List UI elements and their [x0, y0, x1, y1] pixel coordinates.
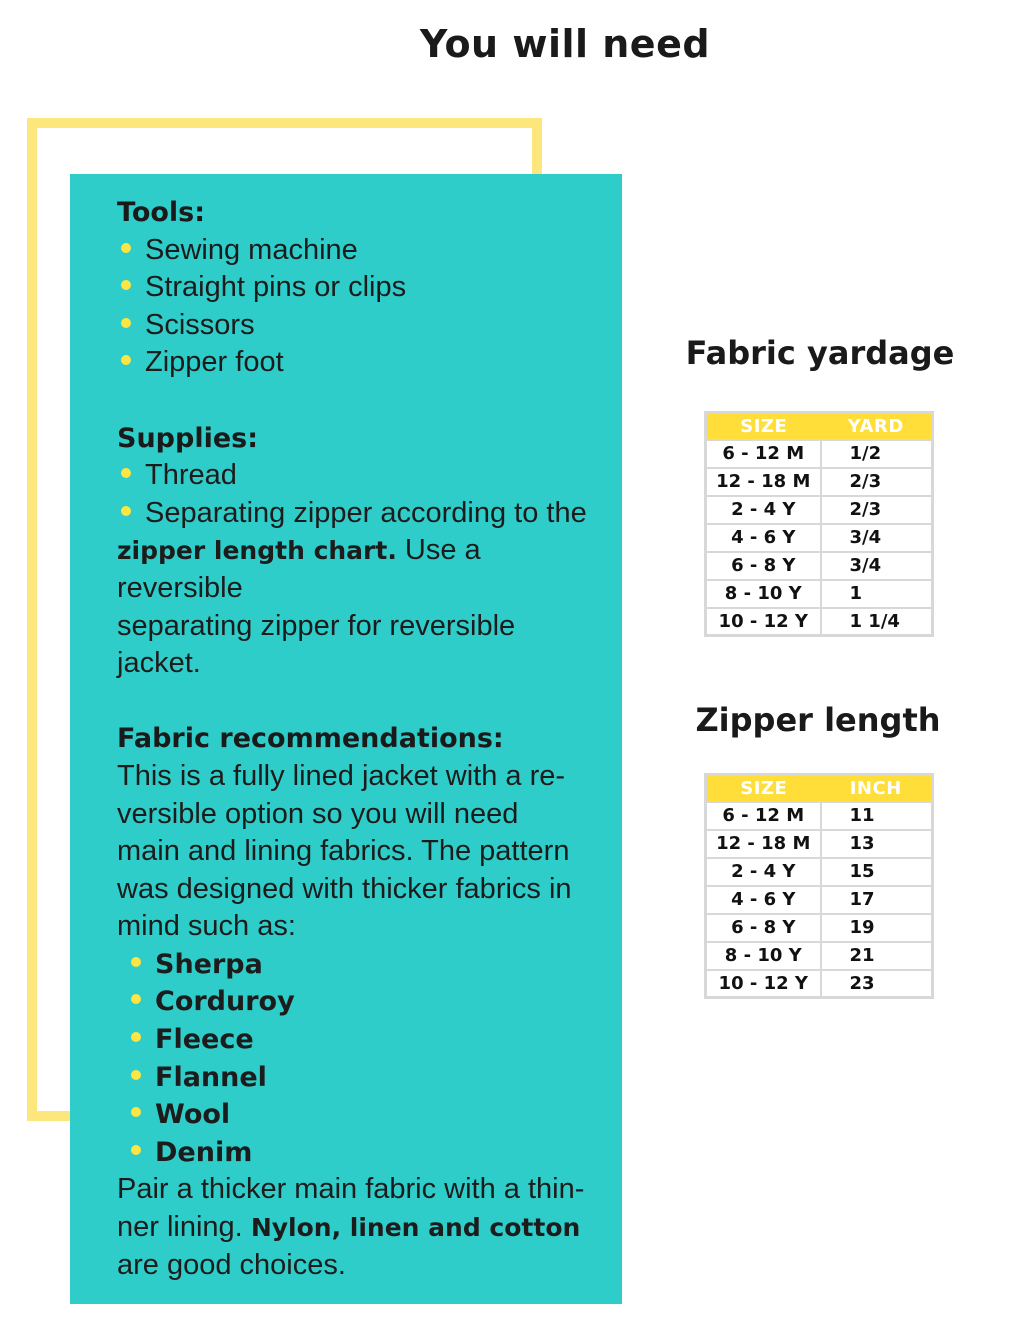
- fabric-yardage-title: Fabric yardage: [685, 334, 955, 372]
- table-row: 4 - 6 Y 3/4: [706, 524, 933, 552]
- bullet-icon: [131, 1032, 141, 1042]
- zipper-length-table: [704, 773, 934, 999]
- bullet-icon: [121, 318, 131, 328]
- list-item: Thread: [117, 457, 607, 495]
- supplies-text: zipper length chart. Use a reversible: [117, 534, 481, 604]
- column-header: SIZE: [706, 775, 821, 802]
- supplies-heading: Supplies:: [117, 422, 259, 454]
- table-row: 12 - 18 M 13: [706, 830, 933, 858]
- table-row: 6 - 12 M 1/2: [706, 440, 933, 468]
- table-row: 4 - 6 Y 17: [706, 886, 933, 914]
- bullet-icon: [121, 243, 131, 253]
- page-title: You will need: [419, 22, 711, 66]
- list-item: Straight pins or clips: [117, 269, 607, 307]
- table-row: 10 - 12 Y 1 1/4: [706, 608, 933, 636]
- materials-panel: Tools: Sewing machine Straight pins or clips Scissors Zipper foot Supplies: Thread Separating zipper according to the zipper length chart. Use a reversible separating zipper for reversible jacket. Fabric recommendations: This is a fully lined jacket with a re- versible option so you will need main and lining fabrics. The pattern was designed with thicker fabrics in mind such as: Sherpa Corduroy Fleece Flannel Wool Denim Pair a thicker main fabric with a thin- ner lining. Nylon, linen and cotton are good choices.: [117, 194, 607, 1284]
- table-row: 12 - 18 M 2/3: [706, 468, 933, 496]
- tools-list: [117, 232, 607, 382]
- column-header: SIZE: [706, 413, 821, 440]
- tools-heading: Tools:: [117, 197, 206, 228]
- list-item: Sherpa: [127, 946, 607, 984]
- bullet-icon: [131, 1145, 141, 1155]
- column-header: YARD: [821, 413, 933, 440]
- table-row: 10 - 12 Y 23: [706, 970, 933, 998]
- table-row: 8 - 10 Y 1: [706, 580, 933, 608]
- zipper-chart-reference: zipper length chart.: [117, 536, 397, 566]
- list-item: Flannel: [127, 1059, 607, 1097]
- bullet-icon: [131, 957, 141, 967]
- table-row: 8 - 10 Y 21: [706, 942, 933, 970]
- bullet-icon: [131, 1107, 141, 1117]
- list-item: Separating zipper according to the: [117, 495, 607, 533]
- table-header-row: [706, 413, 933, 440]
- list-item: Fleece: [127, 1021, 607, 1059]
- zipper-length-title: Zipper length: [695, 701, 941, 739]
- fabric-list: [117, 946, 607, 1172]
- table-row: 2 - 4 Y 2/3: [706, 496, 933, 524]
- fabric-yardage-table: [704, 411, 934, 637]
- fabric-intro: This is a fully lined jacket with a re- versible option so you will need main and lining fabrics. The pattern was designed with thicker fabrics in mind such as:: [117, 759, 572, 943]
- bullet-icon: [121, 506, 131, 516]
- fabric-pairing-note: Pair a thicker main fabric with a thin- ner lining. Nylon, linen and cotton are good choices.: [117, 1173, 585, 1281]
- list-item: Sewing machine: [117, 232, 607, 270]
- table-header-row: [706, 775, 933, 802]
- table-row: 2 - 4 Y 15: [706, 858, 933, 886]
- table-row: 6 - 12 M 11: [706, 802, 933, 830]
- column-header: INCH: [821, 775, 933, 802]
- list-item: Wool: [127, 1096, 607, 1134]
- list-item: Zipper foot: [117, 344, 607, 382]
- table-row: 6 - 8 Y 19: [706, 914, 933, 942]
- bullet-icon: [121, 355, 131, 365]
- table-row: 6 - 8 Y 3/4: [706, 552, 933, 580]
- list-item: Corduroy: [127, 983, 607, 1021]
- bullet-icon: [131, 994, 141, 1004]
- fabric-recommendations-heading: Fabric recommendations:: [117, 723, 504, 755]
- bullet-icon: [121, 280, 131, 290]
- bullet-icon: [121, 468, 131, 478]
- list-item: Denim: [127, 1134, 607, 1172]
- list-item: Scissors: [117, 307, 607, 345]
- bullet-icon: [131, 1070, 141, 1080]
